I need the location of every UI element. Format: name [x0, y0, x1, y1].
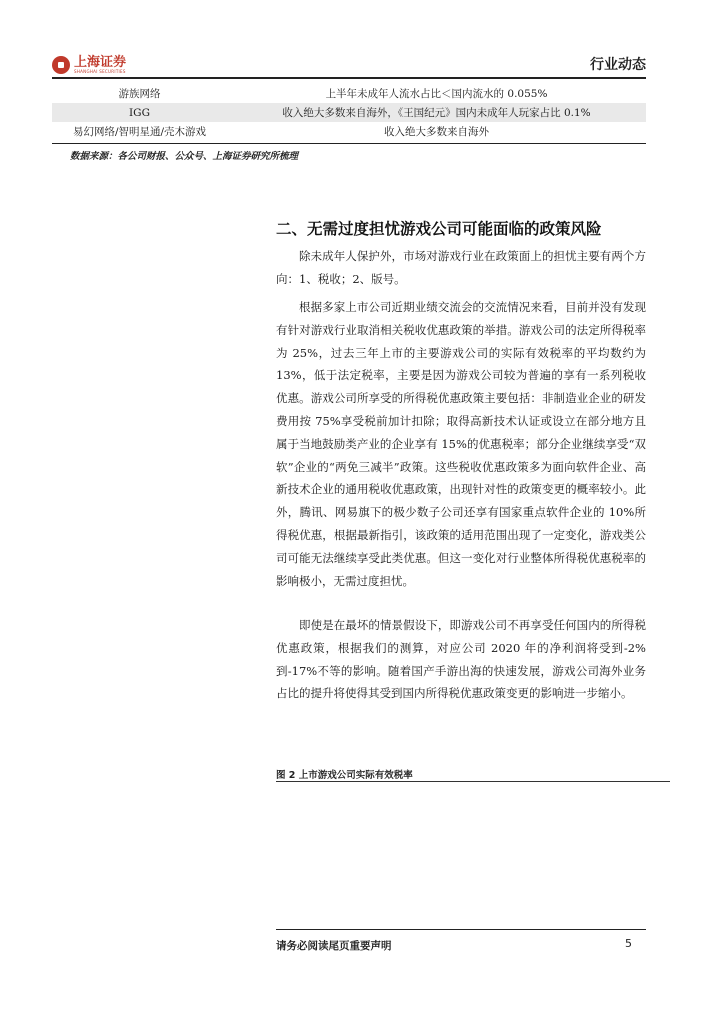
report-type-title: 行业动态: [590, 57, 646, 73]
table-row: [52, 84, 646, 103]
minor-revenue-table: [52, 84, 646, 141]
header-divider: [52, 77, 646, 79]
table-cell-company: IGG: [129, 106, 150, 119]
table-cell-note: 收入绝大多数来自海外，《王国纪元》国内未成年人玩家占比 0.1%: [282, 107, 591, 119]
footer-divider: [276, 929, 646, 930]
page-number: 5: [625, 937, 632, 950]
page-header: [52, 50, 646, 78]
logo-english-name: SHANGHAI SECURITIES: [74, 69, 126, 74]
data-source-note: 数据来源：各公司财报、公众号、上海证券研究所梳理: [70, 151, 299, 162]
logo-icon: [52, 56, 70, 74]
table-cell-note: 上半年未成年人流水占比＜国内流水的 0.055%: [325, 88, 548, 100]
section-heading: 二、无需过度担忧游戏公司可能面临的政策风险: [276, 220, 602, 238]
table-cell-note: 收入绝大多数来自海外: [384, 126, 489, 138]
logo-name: 上海证券: [74, 55, 127, 70]
table-row: [52, 122, 646, 141]
disclaimer-notice: 请务必阅读尾页重要声明: [276, 940, 392, 952]
table-cell-company: 易幻网络/智明星通/壳木游戏: [72, 126, 207, 138]
figure-top-rule: [276, 781, 670, 782]
company-logo: [52, 54, 126, 76]
figure-caption: 图 2 上市游戏公司实际有效税率: [276, 770, 413, 781]
body-paragraph: 根据多家上市公司近期业绩交流会的交流情况来看，目前并没有发现有针对游戏行业取消相关税收优惠政策的举措。游戏公司的法定所得税率为 25%，过去三年上市的主要游戏公司的实际有效税率的平均数约为 13%，低于法定税率，主要是因为游戏公司较为普遍的享有一系列税收优惠。游戏公司所享受的所得税优惠政策主要包括：非制造业企业的研发费用按 75%享受税前加计扣除；取得高新技术认证或设立在部分地方且属于当地鼓励类产业的企业享有 15%的优惠税率；部分企业继续享受“双软”企业的“两免三减半”政策。这些税收优惠政策多为面向软件企业、高新技术企业的通用税收优惠政策，出现针对性的政策变更的概率较小。此外，腾讯、网易旗下的极少数子公司还享有国家重点软件企业的 10%所得税优惠，根据最新指引，该政策的适用范围出现了一定变化，游戏类公司可能无法继续享受此类优惠。但这一变化对行业整体所得税优惠税率的影响极小，无需过度担忧。: [276, 300, 646, 588]
table-row: [52, 103, 646, 122]
body-paragraph: 即使是在最坏的情景假设下，即游戏公司不再享受任何国内的所得税优惠政策，根据我们的测算，对应公司 2020 年的净利润将受到-2%到-17%不等的影响。随着国产手游出海的快速发展，游戏公司海外业务占比的提升将使得其受到国内所得税优惠政策变更的影响进一步缩小。: [276, 618, 646, 701]
table-cell-company: 游族网络: [118, 88, 161, 100]
body-paragraph: 除未成年人保护外，市场对游戏行业在政策面上的担忧主要有两个方向：1、税收；2、版号。: [276, 249, 646, 286]
table-bottom-rule: [52, 143, 646, 144]
figure-area: [276, 783, 670, 928]
